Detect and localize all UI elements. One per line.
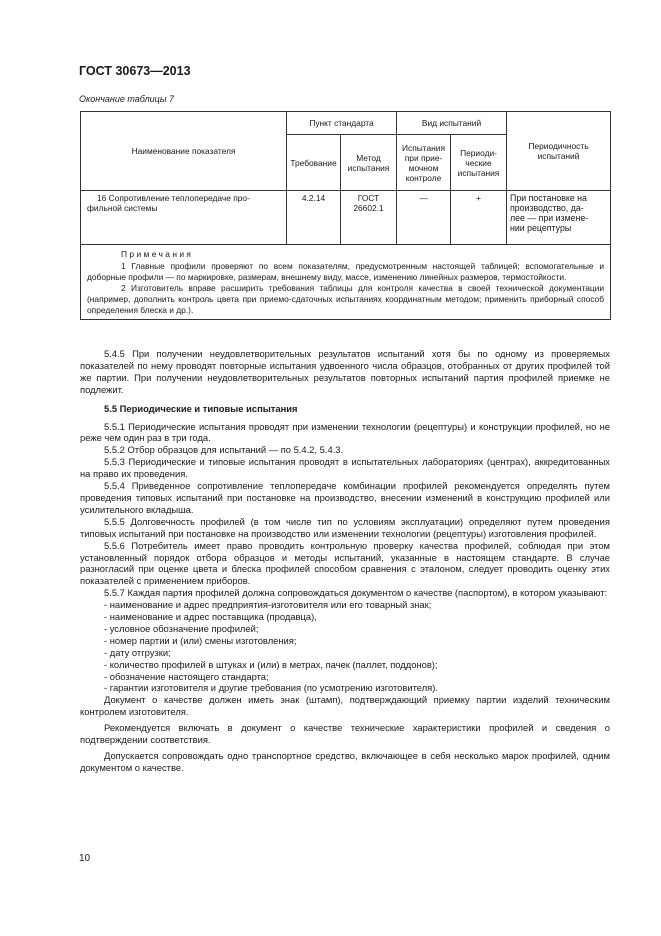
table-row bbox=[81, 191, 611, 245]
cell-periodic: + bbox=[451, 191, 507, 245]
paragraph-5-5-5: 5.5.5 Долговечность профилей (в том числе тип по условиям эксплуатации) определяют путем проведения типовых испытаний при постановке на производство или изменении технологии (рецептуры) изготовления профилей. bbox=[80, 515, 610, 539]
header-periodic: Периоди- ческие испытания bbox=[451, 135, 507, 191]
note-1: 1 Главные профили проверяют по всем показателям, предусмотренным настоящей таблицей; вспомогательные и доборные профили — по маркировке, размерам, внешнему виду, массе, изменению линейных размеров, термостойкости. bbox=[87, 260, 605, 282]
paragraph-5-5-3: 5.5.3 Периодические и типовые испытания проводят в испытательных лабораториях (центрах), аккредитованных на право их проведения. bbox=[80, 456, 610, 480]
list-item: - гарантии изготовителя и другие требования (по усмотрению изготовителя). bbox=[104, 682, 438, 694]
table-notes bbox=[81, 245, 611, 320]
paragraph-recommendation: Рекомендуется включать в документ о качестве технические характеристики профилей и сведения о подтверждении соответствия. bbox=[80, 722, 610, 746]
table-caption: Окончание таблицы 7 bbox=[79, 94, 174, 104]
paragraph-5-5-6: 5.5.6 Потребитель имеет право проводить контрольную проверку качества профилей, соблюдая при этом установленный порядок отбора образцов и методы испытаний, указанные в настоящем стандарте. В случае разногласий при оценке цвета и блеска профилей способом сравнения с эталоном, следует проводить оценку этих показателей с применением приборов. bbox=[80, 539, 610, 587]
page-number: 10 bbox=[79, 853, 91, 864]
header-requirement: Требование bbox=[287, 135, 341, 191]
list-item: - обозначение настоящего стандарта; bbox=[104, 670, 269, 682]
header-indicator: Наименование показателя bbox=[81, 112, 287, 191]
paragraph-5-4-5: 5.4.5 При получении неудовлетворительных результатов испытаний хотя бы по одному из проверяемых показателей по нему проводят повторные испытания удвоенного числа образцов, отобранных от других профилей той же партии. При получении неудовлетворительных результатов повторных испытаний партия профилей приемке не подлежит. bbox=[80, 348, 610, 395]
header-tests: Вид испытаний bbox=[397, 112, 507, 135]
cell-requirement: 4.2.14 bbox=[287, 191, 341, 245]
document-header: ГОСТ 30673—2013 bbox=[79, 64, 191, 78]
table-7 bbox=[80, 111, 611, 320]
header-method: Метод испытания bbox=[341, 135, 397, 191]
cell-acceptance: — bbox=[397, 191, 451, 245]
header-frequency: Периодичность испытаний bbox=[507, 112, 611, 191]
section-title-5-5: 5.5 Периодические и типовые испытания bbox=[104, 402, 298, 414]
cell-frequency: При постановке на производство, да- лее — при измене- нии рецептуры bbox=[507, 191, 611, 245]
list-item: - номер партии и (или) смены изготовления; bbox=[104, 634, 297, 646]
cell-method: ГОСТ 26602.1 bbox=[341, 191, 397, 245]
list-item: - количество профилей в штуках и (или) в метрах, пачек (паллет, поддонов); bbox=[104, 658, 438, 670]
paragraph-5-5-1: 5.5.1 Периодические испытания проводят при изменении технологии (рецептуры) и конструкции профилей, но не реже чем один раз в три года. bbox=[80, 420, 610, 444]
paragraph-5-5-7: 5.5.7 Каждая партия профилей должна сопровождаться документом о качестве (паспортом), в котором указывают: bbox=[104, 587, 608, 599]
paragraph-5-5-2: 5.5.2 Отбор образцов для испытаний — по 5.4.2, 5.4.3. bbox=[104, 444, 344, 456]
cell-indicator: 16 Сопротивление теплопередаче про- фильной системы bbox=[81, 191, 287, 245]
notes-title: Примечания bbox=[121, 249, 194, 259]
paragraph-quality-document: Документ о качестве должен иметь знак (штамп), подтверждающий приемку партии изделий техническим контролем изготовителя. bbox=[80, 694, 610, 718]
list-item: - наименование и адрес поставщика (продавца), bbox=[104, 611, 317, 623]
header-clause: Пункт стандарта bbox=[287, 112, 397, 135]
list-item: - наименование и адрес предприятия-изготовителя или его товарный знак; bbox=[104, 599, 432, 611]
note-2: 2 Изготовитель вправе расширить требования таблицы для контроля качества в своей технической документации (например, дополнить контроль цвета при приемо-сдаточных испытаниях координатным методом; применить приборный способ определения блеска и др.). bbox=[87, 282, 605, 315]
paragraph-5-5-4: 5.5.4 Приведенное сопротивление теплопередаче комбинации профилей рекомендуется определять путем проведения типовых испытаний при постановке на производство, внесении изменений в конструкцию профилей или усилительного вкладыша. bbox=[80, 480, 610, 515]
list-item: - условное обозначение профилей; bbox=[104, 622, 259, 634]
list-item: - дату отгрузки; bbox=[104, 646, 171, 658]
header-acceptance: Испытания при прие- мочном контроле bbox=[397, 135, 451, 191]
body-text bbox=[80, 348, 610, 774]
paragraph-allowance: Допускается сопровождать одно транспортное средство, включающее в себя несколько марок профилей, одним документом о качестве. bbox=[80, 750, 610, 773]
